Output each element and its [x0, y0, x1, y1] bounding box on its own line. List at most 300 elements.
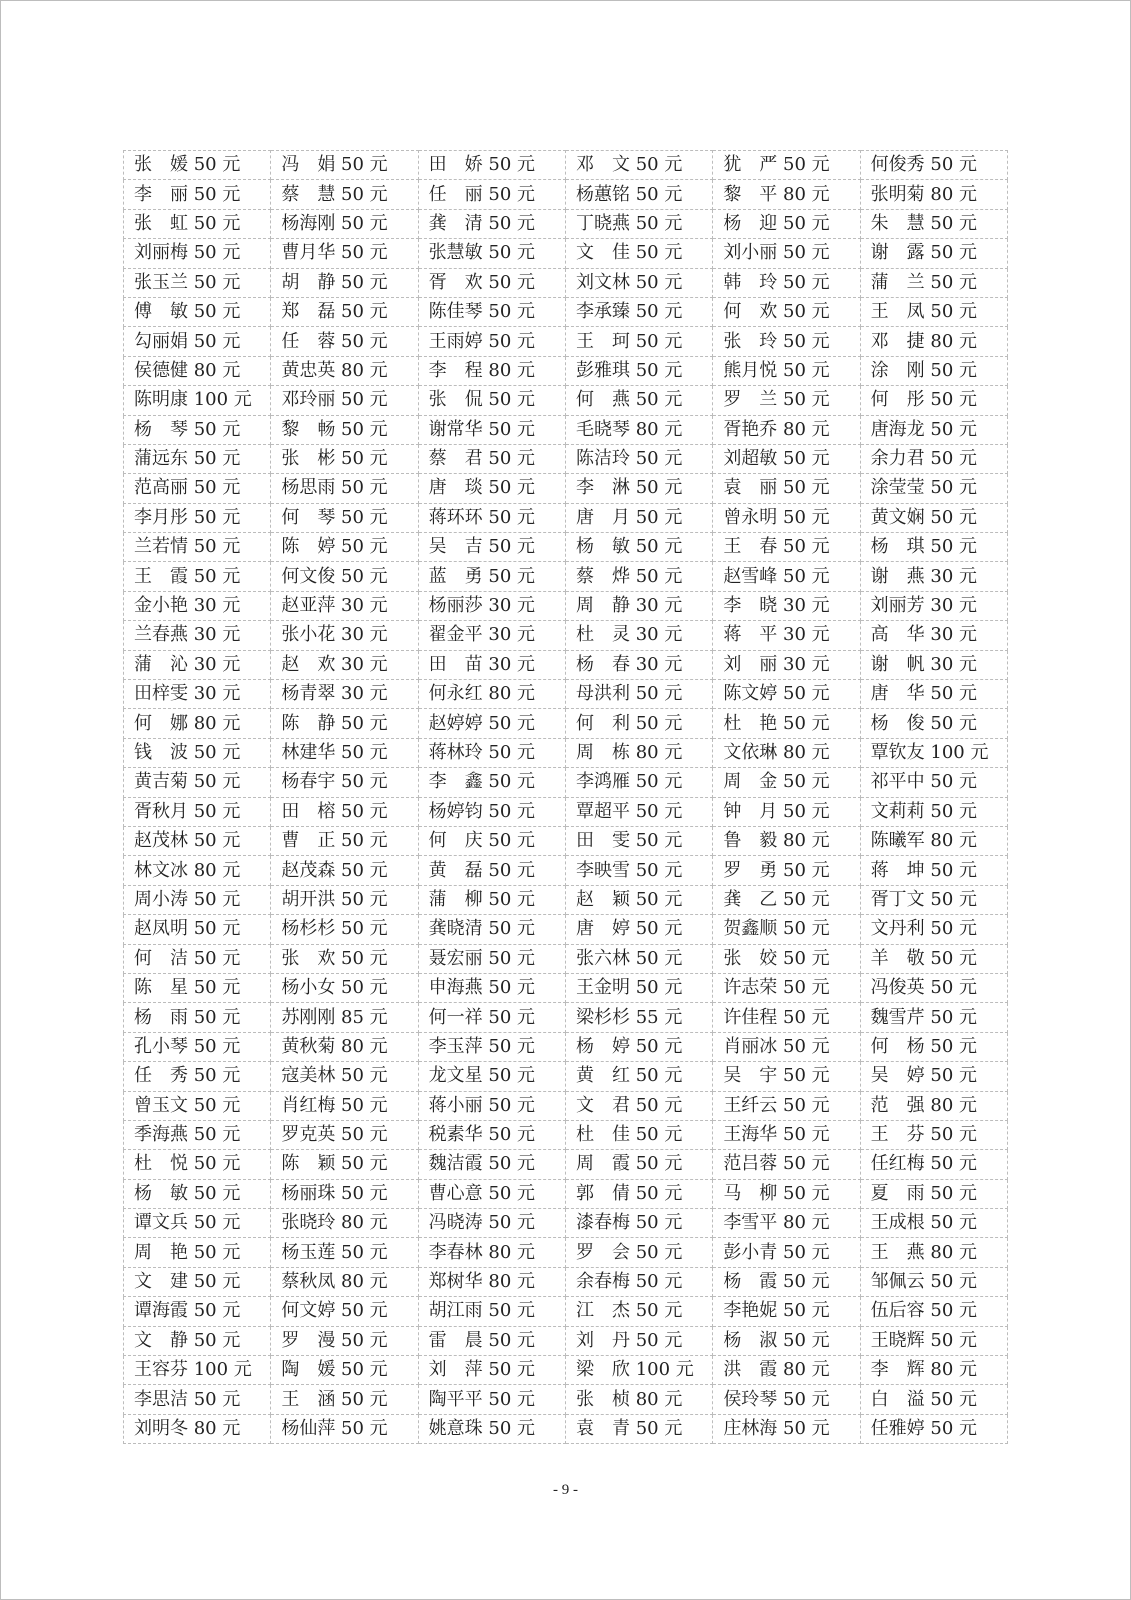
donor-cell: 张 侃 50 元	[418, 386, 565, 415]
table-row	[124, 1032, 1008, 1061]
donor-cell: 胡开洪 50 元	[271, 885, 418, 914]
donor-cell: 贺鑫顺 50 元	[713, 915, 860, 944]
donor-cell: 罗 兰 50 元	[713, 386, 860, 415]
donor-cell: 何 琴 50 元	[271, 503, 418, 532]
donor-cell: 熊月悦 50 元	[713, 356, 860, 385]
donor-cell: 蔡秋凤 80 元	[271, 1267, 418, 1296]
donor-cell: 李鸿雁 50 元	[565, 768, 712, 797]
donor-cell: 何一祥 50 元	[418, 1003, 565, 1032]
donor-cell: 许志荣 50 元	[713, 973, 860, 1002]
donor-cell: 赵婷婷 50 元	[418, 709, 565, 738]
donor-cell: 王成根 50 元	[860, 1209, 1007, 1238]
donor-cell: 李玉萍 50 元	[418, 1032, 565, 1061]
table-row	[124, 356, 1008, 385]
donor-cell: 杨 琴 50 元	[124, 415, 271, 444]
table-row	[124, 1150, 1008, 1179]
donor-cell: 税素华 50 元	[418, 1120, 565, 1149]
donor-cell: 胡 静 50 元	[271, 268, 418, 297]
donor-cell: 黄 红 50 元	[565, 1062, 712, 1091]
table-row	[124, 591, 1008, 620]
table-row	[124, 1414, 1008, 1443]
donor-cell: 黎 平 80 元	[713, 180, 860, 209]
donor-cell: 傅 敏 50 元	[124, 297, 271, 326]
donor-cell: 江 杰 50 元	[565, 1297, 712, 1326]
donor-cell: 杨 春 30 元	[565, 650, 712, 679]
donor-cell: 田 雯 50 元	[565, 826, 712, 855]
donor-cell: 陈明康 100 元	[124, 386, 271, 415]
donor-cell: 文莉莉 50 元	[860, 797, 1007, 826]
table-row	[124, 797, 1008, 826]
donor-cell: 周小涛 50 元	[124, 885, 271, 914]
donor-cell: 罗克英 50 元	[271, 1120, 418, 1149]
donor-cell: 高 华 30 元	[860, 621, 1007, 650]
table-row	[124, 180, 1008, 209]
donor-cell: 杨杉杉 50 元	[271, 915, 418, 944]
donor-cell: 勾丽娟 50 元	[124, 327, 271, 356]
donor-cell: 文 静 50 元	[124, 1326, 271, 1355]
donor-cell: 郑树华 80 元	[418, 1267, 565, 1296]
donor-cell: 李 晓 30 元	[713, 591, 860, 620]
donor-cell: 杨 婷 50 元	[565, 1032, 712, 1061]
donor-cell: 曾永明 50 元	[713, 503, 860, 532]
donor-cell: 王晓辉 50 元	[860, 1326, 1007, 1355]
donor-cell: 谢常华 50 元	[418, 415, 565, 444]
table-row	[124, 973, 1008, 1002]
donation-list-table	[123, 150, 1008, 1444]
donor-cell: 兰春燕 30 元	[124, 621, 271, 650]
donor-cell: 李 辉 80 元	[860, 1356, 1007, 1385]
table-row	[124, 1238, 1008, 1267]
table-row	[124, 856, 1008, 885]
table-row	[124, 327, 1008, 356]
donor-cell: 陈曦军 80 元	[860, 826, 1007, 855]
table-row	[124, 738, 1008, 767]
donor-cell: 魏洁霞 50 元	[418, 1150, 565, 1179]
table-row	[124, 503, 1008, 532]
donor-cell: 何文俊 50 元	[271, 562, 418, 591]
donor-cell: 赵茂森 50 元	[271, 856, 418, 885]
donor-cell: 黄秋菊 80 元	[271, 1032, 418, 1061]
donor-cell: 林建华 50 元	[271, 738, 418, 767]
donor-cell: 姚意珠 50 元	[418, 1414, 565, 1443]
donor-cell: 毛晓琴 80 元	[565, 415, 712, 444]
donor-cell: 彭小青 50 元	[713, 1238, 860, 1267]
donor-cell: 张 桢 80 元	[565, 1385, 712, 1414]
donor-cell: 王海华 50 元	[713, 1120, 860, 1149]
table-row	[124, 680, 1008, 709]
table-row	[124, 1267, 1008, 1296]
donor-cell: 文 君 50 元	[565, 1091, 712, 1120]
donor-cell: 赵茂林 50 元	[124, 826, 271, 855]
donor-cell: 何 娜 80 元	[124, 709, 271, 738]
donor-cell: 王 霞 50 元	[124, 562, 271, 591]
donor-cell: 余春梅 50 元	[565, 1267, 712, 1296]
donor-cell: 兰若情 50 元	[124, 533, 271, 562]
donor-cell: 羊 敬 50 元	[860, 944, 1007, 973]
table-row	[124, 386, 1008, 415]
donor-cell: 王金明 50 元	[565, 973, 712, 1002]
donor-cell: 袁 青 50 元	[565, 1414, 712, 1443]
donor-cell: 邓 文 50 元	[565, 151, 712, 180]
donor-cell: 李春林 80 元	[418, 1238, 565, 1267]
donor-cell: 陈文婷 50 元	[713, 680, 860, 709]
donor-cell: 郑 磊 50 元	[271, 297, 418, 326]
donor-cell: 李 鑫 50 元	[418, 768, 565, 797]
table-row	[124, 1179, 1008, 1208]
donor-cell: 龚 乙 50 元	[713, 885, 860, 914]
donor-cell: 文 佳 50 元	[565, 239, 712, 268]
donor-cell: 田 苗 30 元	[418, 650, 565, 679]
donor-cell: 周 霞 50 元	[565, 1150, 712, 1179]
donor-cell: 漆春梅 50 元	[565, 1209, 712, 1238]
donor-cell: 王 芬 50 元	[860, 1120, 1007, 1149]
donor-cell: 李承臻 50 元	[565, 297, 712, 326]
donor-cell: 覃超平 50 元	[565, 797, 712, 826]
donor-cell: 王雨婷 50 元	[418, 327, 565, 356]
donor-cell: 聂宏丽 50 元	[418, 944, 565, 973]
donor-cell: 张 彬 50 元	[271, 444, 418, 473]
donor-cell: 蒲远东 50 元	[124, 444, 271, 473]
donor-cell: 赵凤明 50 元	[124, 915, 271, 944]
donor-cell: 李思洁 50 元	[124, 1385, 271, 1414]
donor-cell: 钱 波 50 元	[124, 738, 271, 767]
table-row	[124, 650, 1008, 679]
table-row	[124, 1356, 1008, 1385]
donor-cell: 罗 勇 50 元	[713, 856, 860, 885]
table-row	[124, 297, 1008, 326]
donor-cell: 杨春宇 50 元	[271, 768, 418, 797]
donor-cell: 杨仙萍 50 元	[271, 1414, 418, 1443]
donor-cell: 杜 悦 50 元	[124, 1150, 271, 1179]
donor-cell: 鲁 毅 80 元	[713, 826, 860, 855]
donor-cell: 黄忠英 80 元	[271, 356, 418, 385]
donor-cell: 杨思雨 50 元	[271, 474, 418, 503]
donor-cell: 田 榕 50 元	[271, 797, 418, 826]
donor-cell: 张小花 30 元	[271, 621, 418, 650]
table-row	[124, 209, 1008, 238]
donor-cell: 彭雅琪 50 元	[565, 356, 712, 385]
donor-cell: 杨丽莎 30 元	[418, 591, 565, 620]
donor-cell: 张 媛 50 元	[124, 151, 271, 180]
donor-cell: 蒲 兰 50 元	[860, 268, 1007, 297]
donor-cell: 涂莹莹 50 元	[860, 474, 1007, 503]
donor-cell: 胥丁文 50 元	[860, 885, 1007, 914]
donor-cell: 邓玲丽 50 元	[271, 386, 418, 415]
donor-cell: 谭文兵 50 元	[124, 1209, 271, 1238]
donor-cell: 周 栋 80 元	[565, 738, 712, 767]
donor-cell: 唐 月 50 元	[565, 503, 712, 532]
donor-cell: 犹 严 50 元	[713, 151, 860, 180]
table-row	[124, 826, 1008, 855]
donor-cell: 蒋 平 30 元	[713, 621, 860, 650]
donor-cell: 李雪平 80 元	[713, 1209, 860, 1238]
donor-cell: 蒲 沁 30 元	[124, 650, 271, 679]
donor-cell: 吴 婷 50 元	[860, 1062, 1007, 1091]
donor-cell: 刘丽梅 50 元	[124, 239, 271, 268]
donor-cell: 曹心意 50 元	[418, 1179, 565, 1208]
donor-cell: 蔡 烨 50 元	[565, 562, 712, 591]
table-row	[124, 885, 1008, 914]
donor-cell: 唐 琰 50 元	[418, 474, 565, 503]
donor-cell: 侯玲琴 50 元	[713, 1385, 860, 1414]
donor-cell: 张 姣 50 元	[713, 944, 860, 973]
donor-cell: 庄林海 50 元	[713, 1414, 860, 1443]
donor-cell: 蒋环环 50 元	[418, 503, 565, 532]
donor-cell: 张六林 50 元	[565, 944, 712, 973]
table-row	[124, 474, 1008, 503]
donor-cell: 谢 燕 30 元	[860, 562, 1007, 591]
donor-cell: 母洪利 50 元	[565, 680, 712, 709]
donor-cell: 梁杉杉 55 元	[565, 1003, 712, 1032]
donor-cell: 张玉兰 50 元	[124, 268, 271, 297]
donor-cell: 吴 吉 50 元	[418, 533, 565, 562]
donor-cell: 王 珂 50 元	[565, 327, 712, 356]
donor-cell: 唐海龙 50 元	[860, 415, 1007, 444]
donor-cell: 王 春 50 元	[713, 533, 860, 562]
donor-cell: 任 丽 50 元	[418, 180, 565, 209]
table-row	[124, 239, 1008, 268]
donor-cell: 蒋 坤 50 元	[860, 856, 1007, 885]
donor-cell: 伍后容 50 元	[860, 1297, 1007, 1326]
donor-cell: 雷 晨 50 元	[418, 1326, 565, 1355]
donor-cell: 龚 清 50 元	[418, 209, 565, 238]
donor-cell: 黎 畅 50 元	[271, 415, 418, 444]
donor-cell: 罗 漫 50 元	[271, 1326, 418, 1355]
donor-cell: 杨青翠 30 元	[271, 680, 418, 709]
donor-cell: 张 欢 50 元	[271, 944, 418, 973]
table-row	[124, 915, 1008, 944]
donor-cell: 余力君 50 元	[860, 444, 1007, 473]
donor-cell: 王 涵 50 元	[271, 1385, 418, 1414]
donor-cell: 张慧敏 50 元	[418, 239, 565, 268]
donor-cell: 龚晓清 50 元	[418, 915, 565, 944]
donor-cell: 蒲 柳 50 元	[418, 885, 565, 914]
donor-cell: 曹 正 50 元	[271, 826, 418, 855]
donor-cell: 侯德健 80 元	[124, 356, 271, 385]
donor-cell: 张晓玲 80 元	[271, 1209, 418, 1238]
donor-cell: 涂 刚 50 元	[860, 356, 1007, 385]
donor-cell: 杨 敏 50 元	[124, 1179, 271, 1208]
donor-cell: 陈洁玲 50 元	[565, 444, 712, 473]
donor-cell: 李艳妮 50 元	[713, 1297, 860, 1326]
donor-cell: 何 庆 50 元	[418, 826, 565, 855]
donor-cell: 刘 丽 30 元	[713, 650, 860, 679]
donor-cell: 王 凤 50 元	[860, 297, 1007, 326]
donor-cell: 赵 欢 30 元	[271, 650, 418, 679]
donor-cell: 孔小琴 50 元	[124, 1032, 271, 1061]
donor-cell: 陶平平 50 元	[418, 1385, 565, 1414]
donor-cell: 罗 会 50 元	[565, 1238, 712, 1267]
donor-cell: 张 虹 50 元	[124, 209, 271, 238]
donor-cell: 唐 婷 50 元	[565, 915, 712, 944]
donor-cell: 杨玉莲 50 元	[271, 1238, 418, 1267]
donor-cell: 胥秋月 50 元	[124, 797, 271, 826]
donor-cell: 何 洁 50 元	[124, 944, 271, 973]
donor-cell: 田梓雯 30 元	[124, 680, 271, 709]
table-row	[124, 1091, 1008, 1120]
table-row	[124, 944, 1008, 973]
donor-cell: 杨 霞 50 元	[713, 1267, 860, 1296]
donor-cell: 胡江雨 50 元	[418, 1297, 565, 1326]
donor-cell: 何 彤 50 元	[860, 386, 1007, 415]
donor-cell: 任红梅 50 元	[860, 1150, 1007, 1179]
donor-cell: 赵雪峰 50 元	[713, 562, 860, 591]
donor-cell: 杨 淑 50 元	[713, 1326, 860, 1355]
donor-cell: 陈 星 50 元	[124, 973, 271, 1002]
donor-cell: 杨 俊 50 元	[860, 709, 1007, 738]
donor-cell: 梁 欣 100 元	[565, 1356, 712, 1385]
donor-cell: 冯晓涛 50 元	[418, 1209, 565, 1238]
table-row	[124, 709, 1008, 738]
donor-cell: 赵 颖 50 元	[565, 885, 712, 914]
donor-cell: 覃钦友 100 元	[860, 738, 1007, 767]
donor-cell: 李映雪 50 元	[565, 856, 712, 885]
donor-cell: 翟金平 30 元	[418, 621, 565, 650]
donor-cell: 杨海刚 50 元	[271, 209, 418, 238]
donor-cell: 刘 丹 50 元	[565, 1326, 712, 1355]
table-row	[124, 1120, 1008, 1149]
donor-cell: 陈 婷 50 元	[271, 533, 418, 562]
donor-cell: 陶 媛 50 元	[271, 1356, 418, 1385]
table-row	[124, 268, 1008, 297]
donor-cell: 蔡 慧 50 元	[271, 180, 418, 209]
donor-cell: 杨小女 50 元	[271, 973, 418, 1002]
donor-cell: 蔡 君 50 元	[418, 444, 565, 473]
donor-cell: 任 秀 50 元	[124, 1062, 271, 1091]
table-row	[124, 1326, 1008, 1355]
donor-cell: 邓 捷 80 元	[860, 327, 1007, 356]
donor-cell: 魏雪芹 50 元	[860, 1003, 1007, 1032]
donor-cell: 吴 宇 50 元	[713, 1062, 860, 1091]
table-row	[124, 768, 1008, 797]
donor-cell: 龙文星 50 元	[418, 1062, 565, 1091]
donor-cell: 蓝 勇 50 元	[418, 562, 565, 591]
donor-cell: 范高丽 50 元	[124, 474, 271, 503]
table-row	[124, 1385, 1008, 1414]
donor-cell: 黄 磊 50 元	[418, 856, 565, 885]
donor-cell: 蒋林玲 50 元	[418, 738, 565, 767]
table-row	[124, 533, 1008, 562]
table-row	[124, 1297, 1008, 1326]
donor-cell: 邹佩云 50 元	[860, 1267, 1007, 1296]
donor-cell: 杨 雨 50 元	[124, 1003, 271, 1032]
donor-cell: 刘超敏 50 元	[713, 444, 860, 473]
donor-cell: 何 利 50 元	[565, 709, 712, 738]
donor-cell: 李 程 80 元	[418, 356, 565, 385]
donor-cell: 苏刚刚 85 元	[271, 1003, 418, 1032]
donor-cell: 谭海霞 50 元	[124, 1297, 271, 1326]
table-row	[124, 415, 1008, 444]
table-row	[124, 151, 1008, 180]
donor-cell: 周 静 30 元	[565, 591, 712, 620]
donor-cell: 范吕蓉 50 元	[713, 1150, 860, 1179]
donor-cell: 寇美林 50 元	[271, 1062, 418, 1091]
donor-cell: 夏 雨 50 元	[860, 1179, 1007, 1208]
donor-cell: 胥艳乔 80 元	[713, 415, 860, 444]
donor-cell: 曹月华 50 元	[271, 239, 418, 268]
donor-cell: 冯俊英 50 元	[860, 973, 1007, 1002]
donor-cell: 刘 萍 50 元	[418, 1356, 565, 1385]
donor-cell: 文依琳 80 元	[713, 738, 860, 767]
donor-cell: 肖丽冰 50 元	[713, 1032, 860, 1061]
donor-cell: 马 柳 50 元	[713, 1179, 860, 1208]
donor-cell: 季海燕 50 元	[124, 1120, 271, 1149]
donor-cell: 黄吉菊 50 元	[124, 768, 271, 797]
donor-cell: 田 娇 50 元	[418, 151, 565, 180]
donor-cell: 谢 帆 30 元	[860, 650, 1007, 679]
donor-cell: 钟 月 50 元	[713, 797, 860, 826]
donor-cell: 陈 静 50 元	[271, 709, 418, 738]
donor-cell: 蒋小丽 50 元	[418, 1091, 565, 1120]
donor-cell: 王容芬 100 元	[124, 1356, 271, 1385]
donor-cell: 赵亚萍 30 元	[271, 591, 418, 620]
donor-cell: 唐 华 50 元	[860, 680, 1007, 709]
donor-cell: 曾玉文 50 元	[124, 1091, 271, 1120]
donor-cell: 申海燕 50 元	[418, 973, 565, 1002]
donor-cell: 刘明冬 80 元	[124, 1414, 271, 1443]
donor-cell: 黄文娴 50 元	[860, 503, 1007, 532]
donor-cell: 任雅婷 50 元	[860, 1414, 1007, 1443]
donor-cell: 杨婷钧 50 元	[418, 797, 565, 826]
donor-cell: 袁 丽 50 元	[713, 474, 860, 503]
donor-cell: 谢 露 50 元	[860, 239, 1007, 268]
donor-cell: 李 丽 50 元	[124, 180, 271, 209]
table-row	[124, 621, 1008, 650]
donor-cell: 陈 颖 50 元	[271, 1150, 418, 1179]
donor-cell: 洪 霞 80 元	[713, 1356, 860, 1385]
donor-cell: 刘小丽 50 元	[713, 239, 860, 268]
donor-cell: 胥 欢 50 元	[418, 268, 565, 297]
donor-cell: 张 玲 50 元	[713, 327, 860, 356]
donor-cell: 周 艳 50 元	[124, 1238, 271, 1267]
donor-cell: 李 淋 50 元	[565, 474, 712, 503]
donor-cell: 何永红 80 元	[418, 680, 565, 709]
page-number: - 9 -	[553, 1482, 578, 1498]
donor-cell: 丁晓燕 50 元	[565, 209, 712, 238]
donor-cell: 林文冰 80 元	[124, 856, 271, 885]
donor-cell: 何俊秀 50 元	[860, 151, 1007, 180]
donor-cell: 冯 娟 50 元	[271, 151, 418, 180]
donor-cell: 何文婷 50 元	[271, 1297, 418, 1326]
donor-cell: 李月彤 50 元	[124, 503, 271, 532]
donor-cell: 杜 灵 30 元	[565, 621, 712, 650]
table-row	[124, 1209, 1008, 1238]
table-row	[124, 444, 1008, 473]
table-row	[124, 1062, 1008, 1091]
donor-cell: 白 溢 50 元	[860, 1385, 1007, 1414]
donor-cell: 周 金 50 元	[713, 768, 860, 797]
table-row	[124, 562, 1008, 591]
donor-cell: 金小艳 30 元	[124, 591, 271, 620]
table-row	[124, 1003, 1008, 1032]
donor-cell: 杨蕙铭 50 元	[565, 180, 712, 209]
donor-cell: 文丹利 50 元	[860, 915, 1007, 944]
donor-cell: 杨 迎 50 元	[713, 209, 860, 238]
donation-list-body	[124, 151, 1008, 1444]
donor-cell: 肖红梅 50 元	[271, 1091, 418, 1120]
donor-cell: 张明菊 80 元	[860, 180, 1007, 209]
donor-cell: 任 蓉 50 元	[271, 327, 418, 356]
donor-cell: 文 建 50 元	[124, 1267, 271, 1296]
donor-cell: 杨 敏 50 元	[565, 533, 712, 562]
donor-cell: 韩 玲 50 元	[713, 268, 860, 297]
donor-cell: 朱 慧 50 元	[860, 209, 1007, 238]
donor-cell: 祁平中 50 元	[860, 768, 1007, 797]
donor-cell: 何 欢 50 元	[713, 297, 860, 326]
donor-cell: 范 强 80 元	[860, 1091, 1007, 1120]
donor-cell: 何 燕 50 元	[565, 386, 712, 415]
donor-cell: 刘文林 50 元	[565, 268, 712, 297]
